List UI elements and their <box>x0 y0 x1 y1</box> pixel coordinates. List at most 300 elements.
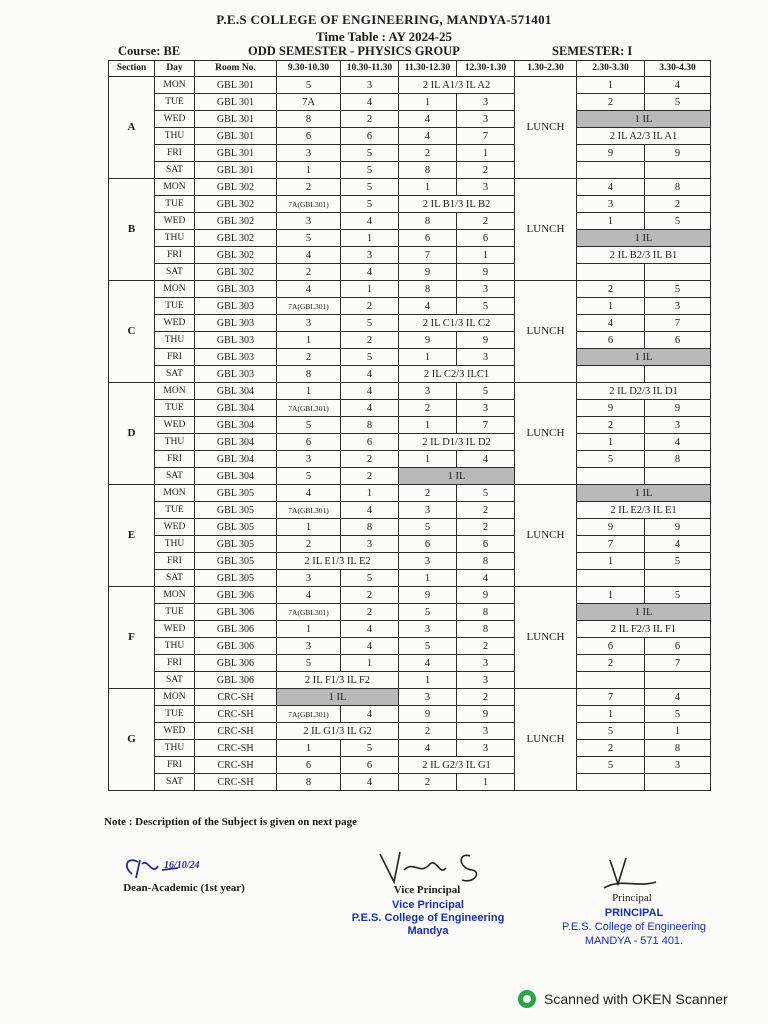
vice-principal-stamp <box>338 899 518 938</box>
period-cell: 1 <box>577 434 645 451</box>
table-row <box>109 587 711 604</box>
room-cell: GBL 304 <box>195 434 277 451</box>
period-cell: 3 <box>277 570 341 587</box>
period-cell: 5 <box>457 383 515 400</box>
college-title: P.E.S COLLEGE OF ENGINEERING, MANDYA-571401 <box>216 12 552 27</box>
period-cell <box>645 366 711 383</box>
section-label: B <box>109 179 155 281</box>
day-cell: MON <box>155 281 195 298</box>
period-cell: 4 <box>341 383 399 400</box>
period-cell: 3 <box>399 553 457 570</box>
principal-stamp-line-1: PRINCIPAL <box>604 907 664 919</box>
column-header-4: 10.30-11.30 <box>341 61 399 77</box>
day-cell: FRI <box>155 451 195 468</box>
room-cell: GBL 303 <box>195 315 277 332</box>
day-cell: WED <box>155 315 195 332</box>
period-cell: 9 <box>577 519 645 536</box>
period-cell: 9 <box>645 145 711 162</box>
room-cell: GBL 302 <box>195 264 277 281</box>
period-cell: 3 <box>457 349 515 366</box>
period-cell: 3 <box>457 655 515 672</box>
table-row <box>109 502 711 519</box>
section-label: F <box>109 587 155 689</box>
room-cell: GBL 304 <box>195 383 277 400</box>
period-cell: 3 <box>277 145 341 162</box>
semester-label: SEMESTER: I <box>552 44 633 58</box>
room-cell: GBL 306 <box>195 672 277 689</box>
day-cell: MON <box>155 485 195 502</box>
period-cell: 1 IL <box>577 111 711 128</box>
period-cell: 6 <box>341 434 399 451</box>
period-cell: 4 <box>645 689 711 706</box>
room-cell: GBL 302 <box>195 213 277 230</box>
table-row <box>109 570 711 587</box>
period-cell: 1 IL <box>577 604 711 621</box>
period-cell: 5 <box>399 604 457 621</box>
group-label: ODD SEMESTER - PHYSICS GROUP <box>248 44 460 58</box>
period-cell: 1 IL <box>577 485 711 502</box>
period-cell: 8 <box>399 281 457 298</box>
period-cell: 3 <box>457 94 515 111</box>
period-cell: 6 <box>341 757 399 774</box>
period-cell: 8 <box>645 179 711 196</box>
table-row <box>109 145 711 162</box>
day-cell: THU <box>155 332 195 349</box>
period-cell: 3 <box>457 740 515 757</box>
period-cell: 2 IL C1/3 IL C2 <box>399 315 515 332</box>
period-cell: 2 <box>341 468 399 485</box>
period-cell: 5 <box>645 706 711 723</box>
period-cell: 8 <box>399 162 457 179</box>
period-cell <box>577 468 645 485</box>
vice-principal-signature <box>374 846 504 888</box>
column-header-2: Room No. <box>195 61 277 77</box>
period-cell: 8 <box>277 111 341 128</box>
period-cell: 6 <box>341 128 399 145</box>
period-cell: 2 IL G1/3 IL G2 <box>277 723 399 740</box>
table-row <box>109 672 711 689</box>
period-cell: 4 <box>341 774 399 791</box>
note-text: Note : Description of the Subject is given on next page <box>104 816 357 828</box>
principal-stamp <box>548 906 720 948</box>
table-header-row <box>109 61 711 77</box>
room-cell: GBL 303 <box>195 366 277 383</box>
period-cell: 6 <box>577 332 645 349</box>
period-cell: 2 <box>277 264 341 281</box>
day-cell: FRI <box>155 757 195 774</box>
period-cell: 1 IL <box>399 468 515 485</box>
table-row <box>109 689 711 706</box>
period-cell: 9 <box>399 587 457 604</box>
period-cell: 3 <box>341 247 399 264</box>
period-cell: 5 <box>457 298 515 315</box>
period-cell: 9 <box>457 332 515 349</box>
period-cell: 9 <box>457 587 515 604</box>
room-cell: CRC-SH <box>195 706 277 723</box>
period-cell <box>645 774 711 791</box>
period-cell: 2 IL D1/3 IL D2 <box>399 434 515 451</box>
period-cell: 2 <box>341 111 399 128</box>
period-cell <box>577 366 645 383</box>
room-cell: GBL 306 <box>195 638 277 655</box>
period-cell <box>645 264 711 281</box>
period-cell: 6 <box>399 536 457 553</box>
period-cell: 2 <box>577 417 645 434</box>
room-cell: GBL 303 <box>195 298 277 315</box>
period-cell: 8 <box>457 621 515 638</box>
table-row <box>109 298 711 315</box>
period-cell: 4 <box>341 94 399 111</box>
principal-stamp-line-3: MANDYA - 571 401. <box>584 935 684 947</box>
period-cell: 2 <box>457 638 515 655</box>
period-cell: 2 <box>457 519 515 536</box>
room-cell: GBL 302 <box>195 179 277 196</box>
period-cell: 7A(GBL301) <box>277 706 341 723</box>
day-cell: SAT <box>155 468 195 485</box>
section-label: E <box>109 485 155 587</box>
room-cell: GBL 305 <box>195 502 277 519</box>
period-cell: 1 <box>577 553 645 570</box>
day-cell: THU <box>155 740 195 757</box>
room-cell: GBL 301 <box>195 162 277 179</box>
day-cell: WED <box>155 519 195 536</box>
room-cell: CRC-SH <box>195 689 277 706</box>
day-cell: WED <box>155 213 195 230</box>
day-cell: MON <box>155 689 195 706</box>
period-cell: 4 <box>645 77 711 94</box>
timetable <box>108 60 711 791</box>
column-header-7: 1.30-2.30 <box>515 61 577 77</box>
period-cell: 4 <box>277 281 341 298</box>
table-row <box>109 638 711 655</box>
period-cell: 6 <box>277 434 341 451</box>
period-cell: 2 <box>277 536 341 553</box>
table-row <box>109 128 711 145</box>
period-cell: 2 IL E1/3 IL E2 <box>277 553 399 570</box>
day-cell: TUE <box>155 706 195 723</box>
period-cell: 3 <box>341 536 399 553</box>
period-cell: 5 <box>457 485 515 502</box>
period-cell: 2 IL F2/3 IL F1 <box>577 621 711 638</box>
period-cell: 4 <box>341 621 399 638</box>
period-cell <box>577 570 645 587</box>
room-cell: GBL 304 <box>195 468 277 485</box>
period-cell: 1 <box>399 570 457 587</box>
table-row <box>109 417 711 434</box>
period-cell: 7 <box>577 536 645 553</box>
room-cell: GBL 304 <box>195 400 277 417</box>
period-cell: 8 <box>277 774 341 791</box>
vp-stamp-line-1: Vice Principal <box>392 899 464 911</box>
period-cell <box>577 162 645 179</box>
day-cell: TUE <box>155 196 195 213</box>
period-cell: 2 <box>341 451 399 468</box>
period-cell: 3 <box>277 315 341 332</box>
period-cell: 2 IL A2/3 IL A1 <box>577 128 711 145</box>
table-row <box>109 621 711 638</box>
period-cell: 2 <box>577 94 645 111</box>
room-cell: GBL 305 <box>195 570 277 587</box>
table-row <box>109 757 711 774</box>
period-cell: 2 <box>399 145 457 162</box>
period-cell: 1 IL <box>577 230 711 247</box>
period-cell: 8 <box>341 417 399 434</box>
scanner-logo-icon <box>518 990 536 1008</box>
period-cell: 5 <box>577 451 645 468</box>
period-cell: 5 <box>341 196 399 213</box>
period-cell: 3 <box>399 621 457 638</box>
period-cell: 3 <box>457 723 515 740</box>
period-cell: 3 <box>277 213 341 230</box>
period-cell: 2 <box>399 485 457 502</box>
day-cell: THU <box>155 230 195 247</box>
period-cell: 7 <box>645 655 711 672</box>
day-cell: THU <box>155 434 195 451</box>
period-cell: 4 <box>341 400 399 417</box>
period-cell: 7 <box>645 315 711 332</box>
period-cell: 4 <box>341 264 399 281</box>
period-cell <box>645 570 711 587</box>
period-cell: 6 <box>645 332 711 349</box>
period-cell: 1 <box>577 77 645 94</box>
period-cell: 7A(GBL301) <box>277 400 341 417</box>
period-cell: 1 <box>399 179 457 196</box>
period-cell: 8 <box>457 553 515 570</box>
period-cell: 1 <box>341 230 399 247</box>
room-cell: CRC-SH <box>195 723 277 740</box>
period-cell: 8 <box>457 604 515 621</box>
period-cell: 1 <box>399 94 457 111</box>
period-cell: 1 <box>341 485 399 502</box>
period-cell <box>645 672 711 689</box>
period-cell: 3 <box>645 298 711 315</box>
table-row <box>109 604 711 621</box>
period-cell: 2 IL C2/3 ILC1 <box>399 366 515 383</box>
table-row <box>109 655 711 672</box>
period-cell: 2 <box>399 400 457 417</box>
period-cell: 5 <box>277 417 341 434</box>
period-cell: 6 <box>457 536 515 553</box>
period-cell: 2 <box>277 349 341 366</box>
period-cell: 1 IL <box>577 349 711 366</box>
table-row <box>109 468 711 485</box>
period-cell: 2 IL E2/3 IL E1 <box>577 502 711 519</box>
period-cell: 9 <box>645 519 711 536</box>
period-cell: 6 <box>277 128 341 145</box>
period-cell: 4 <box>399 298 457 315</box>
period-cell: 6 <box>399 230 457 247</box>
period-cell <box>645 468 711 485</box>
lunch-cell: LUNCH <box>515 179 577 281</box>
period-cell: 4 <box>645 536 711 553</box>
period-cell: 6 <box>277 757 341 774</box>
period-cell: 1 <box>645 723 711 740</box>
period-cell: 3 <box>645 417 711 434</box>
table-row <box>109 400 711 417</box>
table-row <box>109 264 711 281</box>
lunch-cell: LUNCH <box>515 689 577 791</box>
period-cell: 4 <box>645 434 711 451</box>
period-cell: 5 <box>341 145 399 162</box>
period-cell: 2 <box>341 604 399 621</box>
day-cell: MON <box>155 383 195 400</box>
day-cell: MON <box>155 77 195 94</box>
dean-label: Dean-Academic (1st year) <box>123 882 245 894</box>
period-cell: 3 <box>457 281 515 298</box>
period-cell: 2 IL B2/3 IL B1 <box>577 247 711 264</box>
period-cell: 9 <box>399 264 457 281</box>
room-cell: CRC-SH <box>195 757 277 774</box>
lunch-cell: LUNCH <box>515 77 577 179</box>
period-cell: 4 <box>341 706 399 723</box>
period-cell: 1 <box>277 621 341 638</box>
period-cell: 1 <box>341 281 399 298</box>
period-cell: 9 <box>457 264 515 281</box>
period-cell: 3 <box>277 638 341 655</box>
room-cell: CRC-SH <box>195 740 277 757</box>
day-cell: FRI <box>155 655 195 672</box>
room-cell: GBL 306 <box>195 587 277 604</box>
room-cell: GBL 301 <box>195 128 277 145</box>
day-cell: TUE <box>155 94 195 111</box>
section-label: A <box>109 77 155 179</box>
period-cell <box>577 774 645 791</box>
period-cell: 2 <box>457 162 515 179</box>
day-cell: WED <box>155 723 195 740</box>
period-cell: 7A(GBL301) <box>277 298 341 315</box>
period-cell: 2 IL D2/3 IL D1 <box>577 383 711 400</box>
day-cell: WED <box>155 111 195 128</box>
period-cell: 5 <box>341 740 399 757</box>
period-cell: 7A(GBL301) <box>277 604 341 621</box>
table-row <box>109 485 711 502</box>
column-header-6: 12.30-1.30 <box>457 61 515 77</box>
table-row <box>109 451 711 468</box>
period-cell: 7A(GBL301) <box>277 196 341 213</box>
period-cell: 2 <box>577 281 645 298</box>
section-label: G <box>109 689 155 791</box>
timetable-title: Time Table : AY 2024-25 <box>315 29 453 44</box>
vp-stamp-line-3: Mandya <box>407 925 449 937</box>
room-cell: GBL 302 <box>195 247 277 264</box>
period-cell: 4 <box>457 451 515 468</box>
table-row <box>109 77 711 94</box>
table-row <box>109 366 711 383</box>
period-cell: 5 <box>277 655 341 672</box>
period-cell: 2 IL G2/3 IL G1 <box>399 757 515 774</box>
period-cell: 2 <box>341 298 399 315</box>
period-cell: 4 <box>457 570 515 587</box>
period-cell: 2 <box>457 689 515 706</box>
day-cell: THU <box>155 128 195 145</box>
period-cell: 2 <box>341 587 399 604</box>
period-cell: 4 <box>577 315 645 332</box>
period-cell: 1 <box>577 706 645 723</box>
period-cell: 3 <box>457 179 515 196</box>
day-cell: SAT <box>155 162 195 179</box>
principal-label: Principal <box>612 892 652 904</box>
day-cell: FRI <box>155 247 195 264</box>
section-label: C <box>109 281 155 383</box>
table-row <box>109 519 711 536</box>
period-cell: 7A(GBL301) <box>277 502 341 519</box>
period-cell: 9 <box>399 332 457 349</box>
period-cell: 4 <box>341 638 399 655</box>
period-cell: 1 <box>577 298 645 315</box>
period-cell: 5 <box>341 179 399 196</box>
period-cell: 7 <box>399 247 457 264</box>
table-row <box>109 706 711 723</box>
period-cell: 3 <box>399 383 457 400</box>
period-cell: 4 <box>341 366 399 383</box>
period-cell: 1 <box>277 740 341 757</box>
period-cell: 4 <box>399 111 457 128</box>
period-cell: 4 <box>277 247 341 264</box>
period-cell <box>645 162 711 179</box>
table-row <box>109 740 711 757</box>
table-row <box>109 230 711 247</box>
room-cell: GBL 301 <box>195 77 277 94</box>
period-cell: 4 <box>277 587 341 604</box>
period-cell: 3 <box>399 689 457 706</box>
period-cell: 1 <box>399 451 457 468</box>
period-cell: 6 <box>577 638 645 655</box>
period-cell: 2 IL A1/3 IL A2 <box>399 77 515 94</box>
period-cell: 5 <box>341 162 399 179</box>
period-cell: 8 <box>645 740 711 757</box>
day-cell: SAT <box>155 672 195 689</box>
period-cell: 7A <box>277 94 341 111</box>
period-cell: 2 <box>399 774 457 791</box>
table-row <box>109 111 711 128</box>
lunch-cell: LUNCH <box>515 281 577 383</box>
room-cell: GBL 304 <box>195 451 277 468</box>
period-cell: 6 <box>645 638 711 655</box>
period-cell: 7 <box>457 417 515 434</box>
period-cell: 8 <box>645 451 711 468</box>
period-cell: 8 <box>399 213 457 230</box>
table-row <box>109 213 711 230</box>
room-cell: GBL 301 <box>195 94 277 111</box>
period-cell: 1 <box>399 417 457 434</box>
table-row <box>109 162 711 179</box>
room-cell: GBL 306 <box>195 604 277 621</box>
period-cell: 1 <box>277 519 341 536</box>
period-cell: 5 <box>577 757 645 774</box>
table-row <box>109 94 711 111</box>
period-cell: 1 IL <box>277 689 399 706</box>
period-cell: 3 <box>457 400 515 417</box>
day-cell: SAT <box>155 570 195 587</box>
table-row <box>109 196 711 213</box>
period-cell: 5 <box>277 468 341 485</box>
room-cell: GBL 305 <box>195 485 277 502</box>
period-cell: 2 <box>399 723 457 740</box>
room-cell: CRC-SH <box>195 774 277 791</box>
period-cell: 6 <box>457 230 515 247</box>
period-cell: 4 <box>277 485 341 502</box>
table-row <box>109 434 711 451</box>
table-row <box>109 383 711 400</box>
section-label: D <box>109 383 155 485</box>
room-cell: GBL 303 <box>195 281 277 298</box>
period-cell: 5 <box>341 570 399 587</box>
period-cell: 1 <box>277 162 341 179</box>
period-cell <box>577 264 645 281</box>
room-cell: GBL 306 <box>195 655 277 672</box>
period-cell: 1 <box>577 587 645 604</box>
day-cell: TUE <box>155 400 195 417</box>
